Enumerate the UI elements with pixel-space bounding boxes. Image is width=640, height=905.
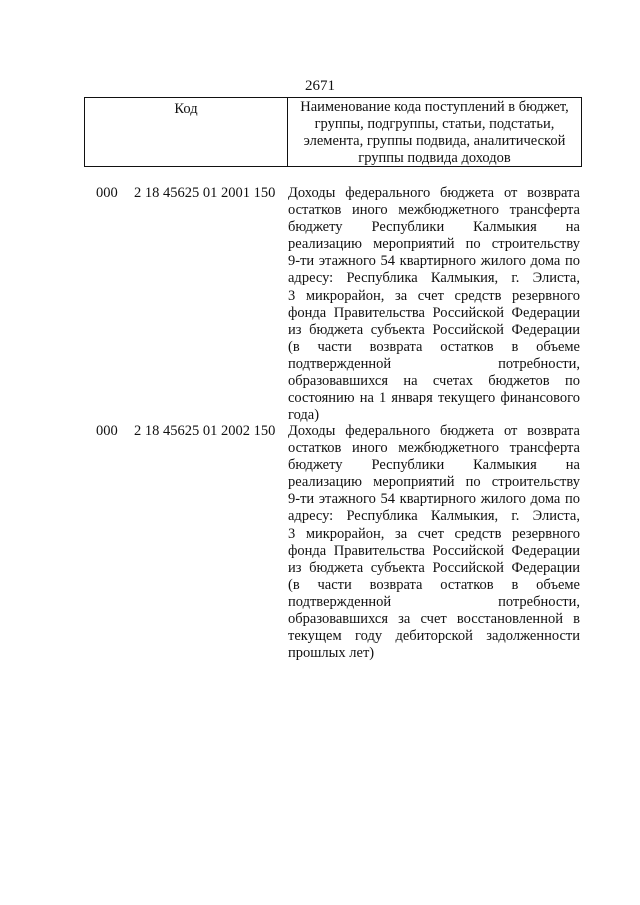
header-code-cell: Код xyxy=(85,98,288,166)
admin-code: 000 xyxy=(96,185,118,201)
description-line: бюджету Республики Калмыкия на xyxy=(288,219,580,236)
description-line: фонда Правительства Российской Федерации xyxy=(288,304,580,321)
revenue-code: 2 18 45625 01 2002 150 xyxy=(134,423,276,439)
description-line: из бюджета субъекта Российской Федерации xyxy=(288,321,580,338)
description-line: остатков иного межбюджетного трансферта xyxy=(288,440,580,457)
header-table xyxy=(84,97,582,167)
description-line: адресу: Республика Калмыкия, г. Элиста, xyxy=(288,508,580,525)
description-line: 9-ти этажного 54 квартирного жилого дома по xyxy=(288,491,580,508)
description-line: образовавшихся на счетах бюджетов по xyxy=(288,373,580,390)
description-line: (в части возврата остатков в объеме xyxy=(288,338,580,355)
description-line: (в части возврата остатков в объеме xyxy=(288,576,580,593)
description-line: состоянию на 1 января текущего финансового xyxy=(288,390,580,407)
description-line: из бюджета субъекта Российской Федерации xyxy=(288,559,580,576)
header-name-cell: Наименование кода поступлений в бюджет, группы, подгруппы, статьи, подстатьи, элемента, группы подвида, аналитической группы подвида доходов xyxy=(300,99,569,166)
description-line: подтвержденной потребности, xyxy=(288,355,580,372)
description-line: бюджету Республики Калмыкия на xyxy=(288,457,580,474)
description-line: 3 микрорайон, за счет средств резервного xyxy=(288,287,580,304)
revenue-description xyxy=(288,185,580,424)
description-line: 3 микрорайон, за счет средств резервного xyxy=(288,525,580,542)
description-line: образовавшихся за счет восстановленной в xyxy=(288,611,580,628)
page-number: 2671 xyxy=(305,78,335,94)
description-line: фонда Правительства Российской Федерации xyxy=(288,542,580,559)
description-line: прошлых лет) xyxy=(288,645,375,662)
description-line: текущем году дебиторской задолженности xyxy=(288,628,580,645)
description-line: Доходы федерального бюджета от возврата xyxy=(288,423,580,439)
admin-code: 000 xyxy=(96,423,118,439)
description-line: подтвержденной потребности, xyxy=(288,593,580,610)
description-line: адресу: Республика Калмыкия, г. Элиста, xyxy=(288,270,580,287)
revenue-code: 2 18 45625 01 2001 150 xyxy=(134,185,276,201)
description-line: остатков иного межбюджетного трансферта xyxy=(288,202,580,219)
description-line: 9-ти этажного 54 квартирного жилого дома по xyxy=(288,253,580,270)
description-line: года) xyxy=(288,407,320,424)
description-line: реализацию мероприятий по строительству xyxy=(288,236,580,253)
description-line: Доходы федерального бюджета от возврата xyxy=(288,185,580,201)
revenue-description xyxy=(288,423,580,662)
description-line: реализацию мероприятий по строительству xyxy=(288,474,580,491)
